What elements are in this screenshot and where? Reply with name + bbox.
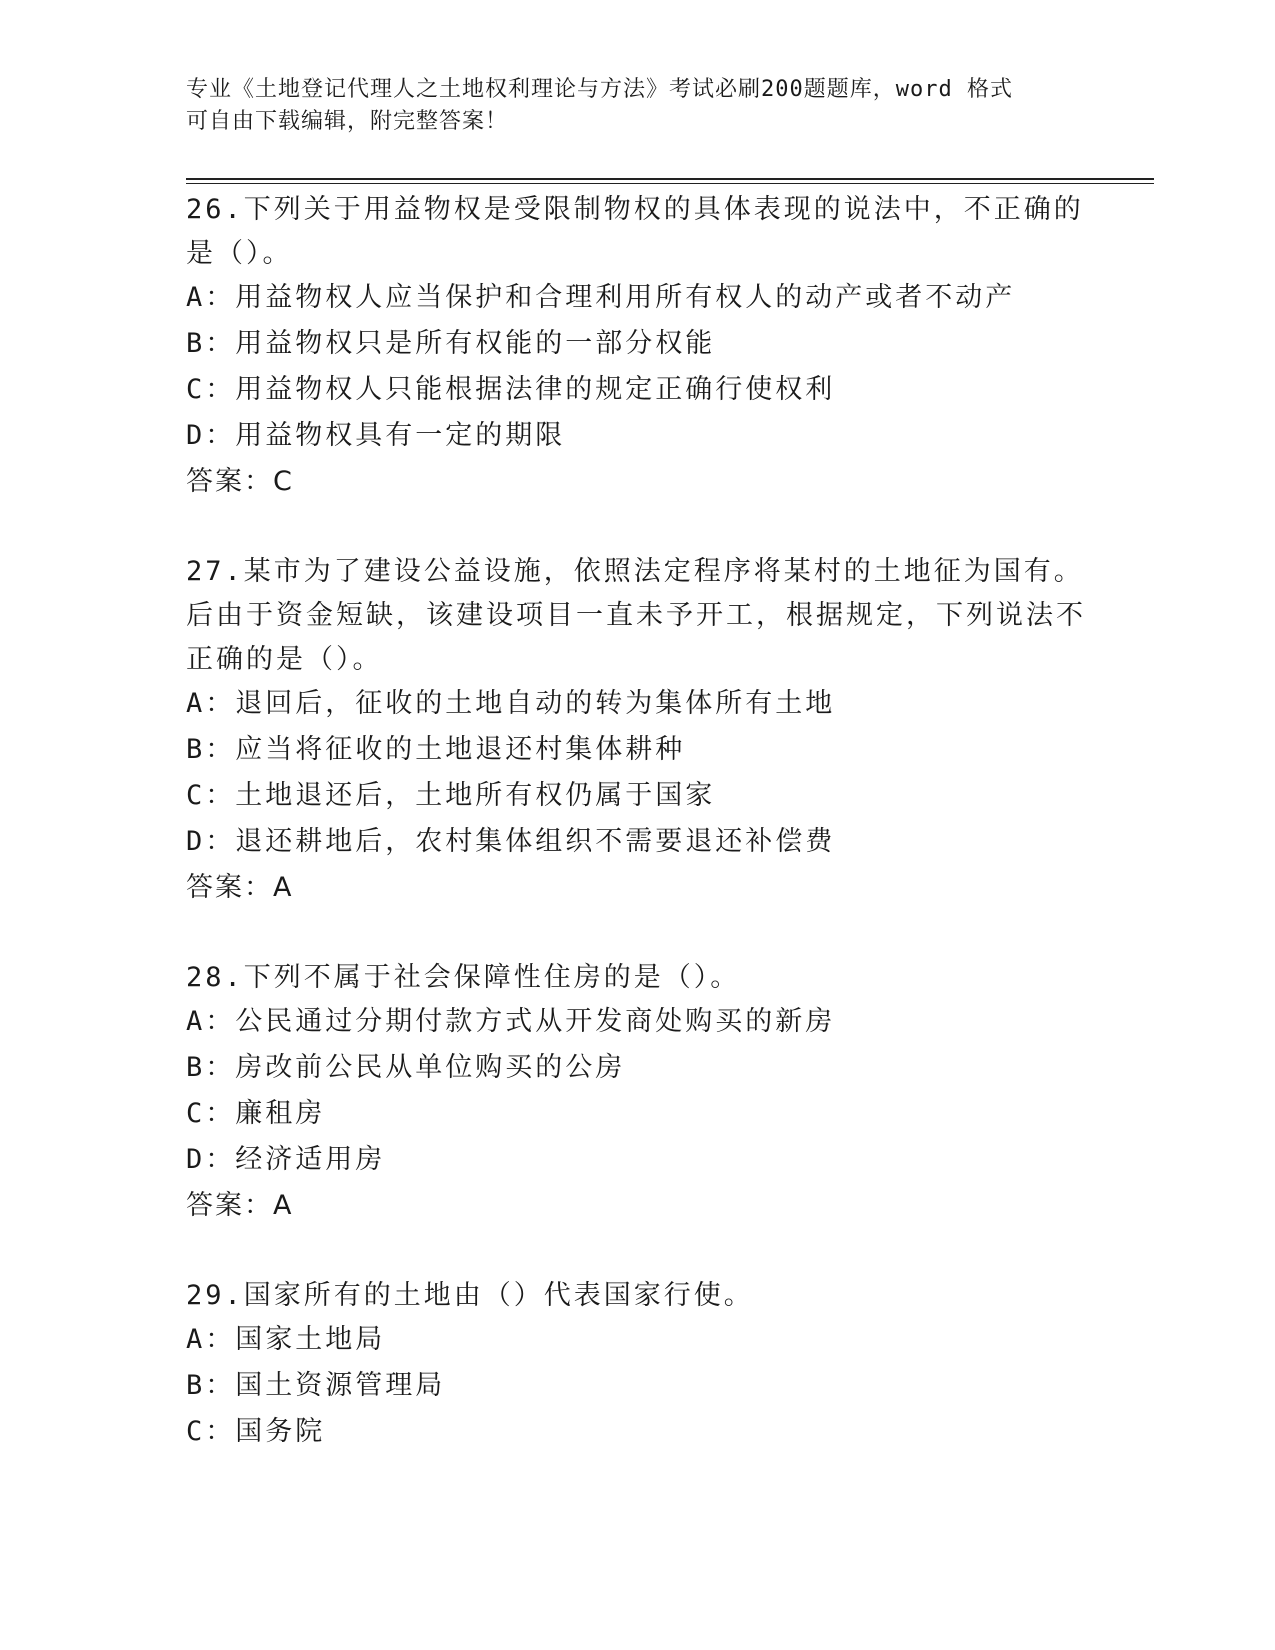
answer-line: 答案：A xyxy=(186,1190,294,1221)
header-line-2: 可自由下载编辑，附完整答案！ xyxy=(186,109,509,134)
question-26 xyxy=(186,188,1086,506)
question-stem: 28.下列不属于社会保障性住房的是（）。 xyxy=(186,962,741,993)
option-d: D：退还耕地后，农村集体组织不需要退还补偿费 xyxy=(186,826,836,857)
answer-line: 答案：A xyxy=(186,872,294,903)
option-b: B：国土资源管理局 xyxy=(186,1370,446,1401)
document-header xyxy=(186,74,1086,138)
header-line-1: 专业《土地登记代理人之土地权利理论与方法》考试必刷200题题库，word 格式 xyxy=(186,77,1013,102)
question-29 xyxy=(186,1274,1086,1456)
option-d: D：用益物权具有一定的期限 xyxy=(186,420,566,451)
question-27 xyxy=(186,550,1086,912)
answer-line: 答案：C xyxy=(186,466,294,497)
option-a: A：退回后，征收的土地自动的转为集体所有土地 xyxy=(186,688,836,719)
option-c: C：国务院 xyxy=(186,1416,326,1447)
option-b: B：房改前公民从单位购买的公房 xyxy=(186,1052,626,1083)
option-a: A：用益物权人应当保护和合理利用所有权人的动产或者不动产 xyxy=(186,282,1016,313)
option-c: C：用益物权人只能根据法律的规定正确行使权利 xyxy=(186,374,836,405)
question-list xyxy=(186,188,1086,1500)
question-28 xyxy=(186,956,1086,1230)
question-stem: 26.下列关于用益物权是受限制物权的具体表现的说法中，不正确的是（）。 xyxy=(186,194,1084,269)
option-c: C：廉租房 xyxy=(186,1098,326,1129)
option-c: C：土地退还后，土地所有权仍属于国家 xyxy=(186,780,716,811)
header-divider-thick xyxy=(186,178,1154,180)
option-d: D：经济适用房 xyxy=(186,1144,386,1175)
header-divider-thin xyxy=(186,183,1154,184)
option-a: A：国家土地局 xyxy=(186,1324,386,1355)
question-stem: 27.某市为了建设公益设施，依照法定程序将某村的土地征为国有。后由于资金短缺，该建设项目一直未予开工，根据规定，下列说法不正确的是（）。 xyxy=(186,556,1086,675)
option-a: A：公民通过分期付款方式从开发商处购买的新房 xyxy=(186,1006,836,1037)
option-b: B：用益物权只是所有权能的一部分权能 xyxy=(186,328,716,359)
option-b: B：应当将征收的土地退还村集体耕种 xyxy=(186,734,686,765)
question-stem: 29.国家所有的土地由（）代表国家行使。 xyxy=(186,1280,754,1311)
